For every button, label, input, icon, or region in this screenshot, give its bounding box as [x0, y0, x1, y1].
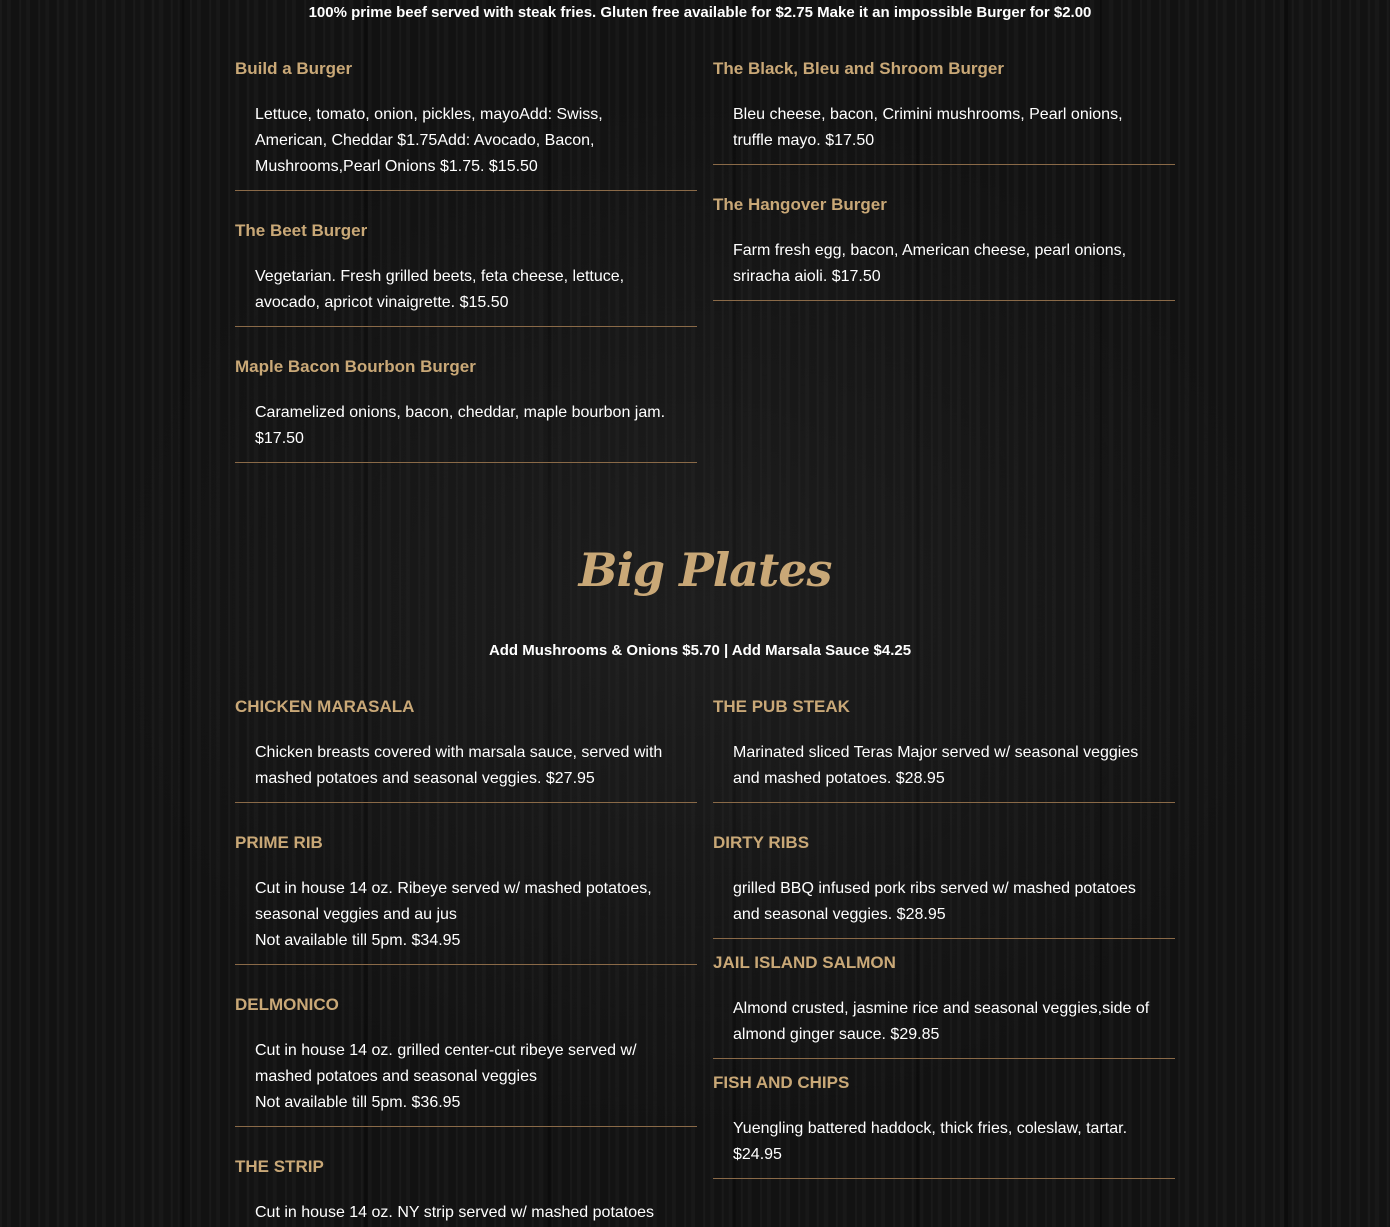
menu-item-description: Cut in house 14 oz. NY strip served w/ mashed potatoes	[255, 1204, 655, 1221]
burger-notice: 100% prime beef served with steak fries. Gluten free available for $2.75 Make it an impossible Burger for $2.00	[308, 4, 1092, 21]
menu-item-title: DELMONICO	[235, 995, 339, 1014]
menu-item-description: Cut in house 14 oz. grilled center-cut ribeye served w/ mashed potatoes and seasonal veggies	[255, 1042, 637, 1085]
menu-item-delmonico	[235, 995, 697, 1116]
menu-item-pub-steak	[713, 697, 1175, 792]
divider	[235, 964, 697, 965]
menu-item-title: DIRTY RIBS	[713, 833, 810, 852]
divider	[713, 802, 1175, 803]
menu-item-description: Lettuce, tomato, onion, pickles, mayoAdd: Swiss, American, Cheddar $1.75Add: Avocado, Bacon, Mushrooms,Pearl Onions $1.75. $15.50	[255, 106, 603, 175]
menu-item-description: Yuengling battered haddock, thick fries, coleslaw, tartar. $24.95	[733, 1120, 1128, 1163]
menu-item-description: Bleu cheese, bacon, Crimini mushrooms, Pearl onions, truffle mayo. $17.50	[733, 106, 1123, 149]
divider	[713, 938, 1175, 939]
menu-item-maple-bacon-bourbon-burger	[235, 357, 697, 452]
menu-item-hangover-burger	[713, 195, 1175, 290]
menu-item-description: Chicken breasts covered with marsala sauce, served with mashed potatoes and seasonal veggies. $27.95	[255, 744, 663, 787]
menu-item-description: Caramelized onions, bacon, cheddar, maple bourbon jam. $17.50	[255, 404, 666, 447]
divider	[235, 326, 697, 327]
menu-item-title: THE PUB STEAK	[713, 697, 850, 716]
menu-item-fish-and-chips	[713, 1073, 1175, 1168]
menu-item-title: FISH AND CHIPS	[713, 1073, 850, 1092]
divider	[713, 1178, 1175, 1179]
menu-item-description: Almond crusted, jasmine rice and seasonal veggies,side of almond ginger sauce. $29.85	[733, 1000, 1150, 1043]
menu-item-title: CHICKEN MARASALA	[235, 697, 415, 716]
divider	[713, 1058, 1175, 1059]
menu-item-dirty-ribs	[713, 833, 1175, 928]
menu-item-description: Marinated sliced Teras Major served w/ seasonal veggies and mashed potatoes. $28.95	[733, 744, 1139, 787]
menu-item-title: The Black, Bleu and Shroom Burger	[713, 59, 1004, 78]
menu-item-title: Maple Bacon Bourbon Burger	[235, 357, 476, 376]
divider	[713, 164, 1175, 165]
menu-item-build-a-burger	[235, 59, 697, 180]
menu-item-description: Farm fresh egg, bacon, American cheese, pearl onions, sriracha aioli. $17.50	[733, 242, 1127, 285]
divider	[235, 802, 697, 803]
menu-item-title: The Hangover Burger	[713, 195, 887, 214]
menu-item-availability: Not available till 5pm. $36.95	[255, 1094, 461, 1111]
menu-item-prime-rib	[235, 833, 697, 954]
divider	[235, 190, 697, 191]
menu-item-description: Cut in house 14 oz. Ribeye served w/ mashed potatoes, seasonal veggies and au jus	[255, 880, 652, 923]
menu-item-availability: Not available till 5pm. $34.95	[255, 932, 461, 949]
menu-item-title: JAIL ISLAND SALMON	[713, 953, 896, 972]
menu-item-black-bleu-shroom-burger	[713, 59, 1175, 154]
menu-item-description: grilled BBQ infused pork ribs served w/ mashed potatoes and seasonal veggies. $28.95	[733, 880, 1136, 923]
divider	[235, 462, 697, 463]
divider	[713, 300, 1175, 301]
menu-item-beet-burger	[235, 221, 697, 316]
menu-item-jail-island-salmon	[713, 953, 1175, 1048]
menu-item-the-strip	[235, 1157, 697, 1226]
section-title-big-plates: Big Plates	[578, 543, 832, 597]
menu-item-description: Vegetarian. Fresh grilled beets, feta cheese, lettuce, avocado, apricot vinaigrette. $15.50	[255, 268, 625, 311]
menu-item-title: The Beet Burger	[235, 221, 368, 240]
divider	[235, 1126, 697, 1127]
menu-item-title: Build a Burger	[235, 59, 353, 78]
menu-item-title: PRIME RIB	[235, 833, 323, 852]
menu-item-title: THE STRIP	[235, 1157, 324, 1176]
menu-item-chicken-marasala	[235, 697, 697, 792]
big-plates-notice: Add Mushrooms & Onions $5.70 | Add Marsala Sauce $4.25	[488, 642, 912, 659]
